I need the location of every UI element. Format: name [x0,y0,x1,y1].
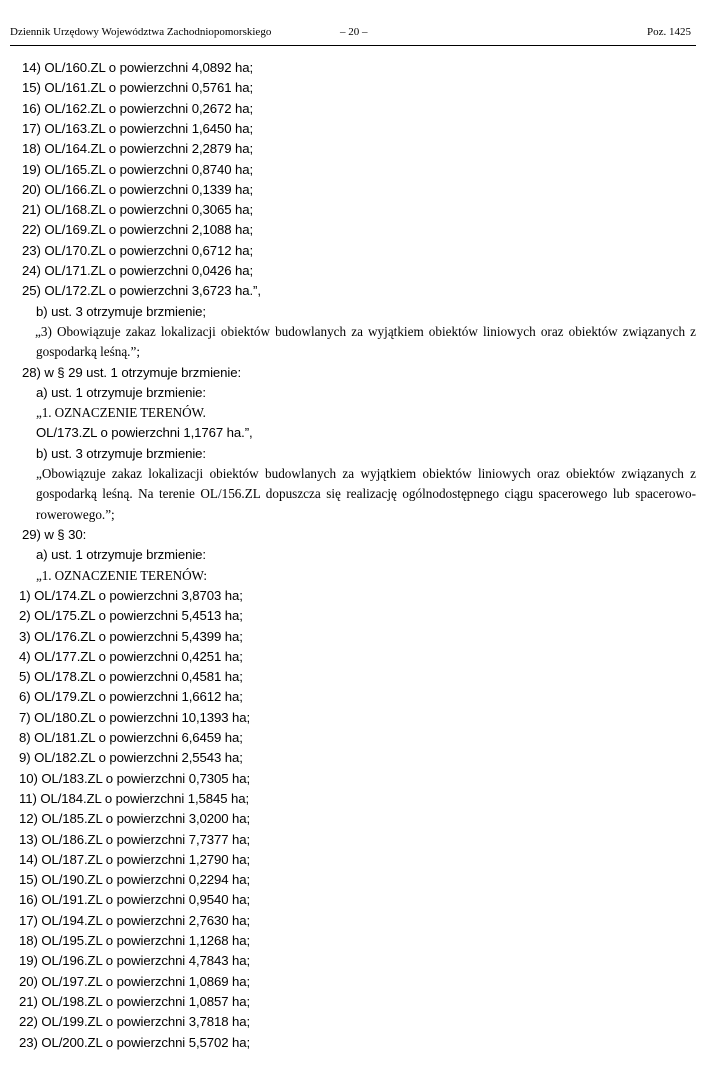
list-item: 11) OL/184.ZL o powierzchni 1,5845 ha; [19,790,250,806]
item-28: 28) w § 29 ust. 1 otrzymuje brzmienie: [22,364,242,380]
list-item: 13) OL/186.ZL o powierzchni 7,7377 ha; [19,831,251,847]
list-item: 17) OL/163.ZL o powierzchni 1,6450 ha; [22,120,254,136]
list-item: 18) OL/164.ZL o powierzchni 2,2879 ha; [22,141,254,157]
list-item: 7) OL/180.ZL o powierzchni 10,1393 ha; [19,709,251,725]
sub-point-b: b) ust. 3 otrzymuje brzmienie: [36,445,206,461]
sub-point-a: a) ust. 1 otrzymuje brzmienie: [36,547,206,563]
list-item: 20) OL/197.ZL o powierzchni 1,0869 ha; [19,973,251,989]
list-item: 4) OL/177.ZL o powierzchni 0,4251 ha; [19,648,243,664]
item-29: 29) w § 30: [22,527,87,542]
list-item: 17) OL/194.ZL o powierzchni 2,7630 ha; [19,912,251,928]
list-item: 20) OL/166.ZL o powierzchni 0,1339 ha; [22,181,254,197]
list-item: 8) OL/181.ZL o powierzchni 6,6459 ha; [19,730,243,745]
list-item: 15) OL/161.ZL o powierzchni 0,5761 ha; [22,80,254,96]
list-item: 23) OL/200.ZL o powierzchni 5,5702 ha; [19,1034,251,1050]
list-item: 15) OL/190.ZL o powierzchni 0,2294 ha; [19,872,251,888]
list-item: 23) OL/170.ZL o powierzchni 0,6712 ha; [22,242,254,258]
journal-title: Dziennik Urzędowy Województwa Zachodniopomorskiego [10,26,272,38]
list-item: 2) OL/175.ZL o powierzchni 5,4513 ha; [19,608,243,624]
list-item: 1) OL/174.ZL o powierzchni 3,8703 ha; [19,587,243,603]
sub-point-b: b) ust. 3 otrzymuje brzmienie; [36,303,206,319]
list-item: 6) OL/179.ZL o powierzchni 1,6612 ha; [19,689,243,705]
page-number: – 20 – [340,26,368,38]
header-rule [10,45,696,46]
list-item: 21) OL/198.ZL o powierzchni 1,0857 ha; [19,993,251,1009]
list-item: 21) OL/168.ZL o powierzchni 0,3065 ha; [22,202,254,218]
list-item: 19) OL/165.ZL o powierzchni 0,8740 ha; [22,161,254,177]
list-item: 22) OL/199.ZL o powierzchni 3,7818 ha; [19,1014,251,1030]
list-item: 16) OL/191.ZL o powierzchni 0,9540 ha; [19,892,251,908]
list-item: 19) OL/196.ZL o powierzchni 4,7843 ha; [19,953,251,969]
designation-heading: „1. OZNACZENIE TERENÓW. [36,405,206,421]
list-item: 10) OL/183.ZL o powierzchni 0,7305 ha; [19,770,251,786]
list-item: 18) OL/195.ZL o powierzchni 1,1268 ha; [19,933,251,948]
list-item: 9) OL/182.ZL o powierzchni 2,5543 ha; [19,750,243,766]
list-item: 14) OL/187.ZL o powierzchni 1,2790 ha; [19,851,251,867]
list-item: OL/173.ZL o powierzchni 1,1767 ha.”, [36,425,253,441]
quoted-paragraph: „3) Obowiązuje zakaz lokalizacji obiektów budowlanych za wyjątkiem obiektów liniowych oraz obiektów związanych z gospodarką leśną.”; [35,323,696,360]
list-item: 22) OL/169.ZL o powierzchni 2,1088 ha; [22,222,254,238]
list-item: 24) OL/171.ZL o powierzchni 0,0426 ha; [22,263,254,278]
quoted-paragraph: „Obowiązuje zakaz lokalizacji obiektów budowlanych za wyjątkiem obiektów liniowych oraz obiektów związanych z gospodarką leśną. Na terenie OL/156.ZL dopuszcza się realizację ogólnodostępnego ciągu spacerowego lub spacerowo-rowerowego.”; [36,466,696,522]
list-item: 14) OL/160.ZL o powierzchni 4,0892 ha; [22,60,254,75]
sub-point-a: a) ust. 1 otrzymuje brzmienie: [36,384,206,400]
list-item: 3) OL/176.ZL o powierzchni 5,4399 ha; [19,628,243,644]
list-item: 5) OL/178.ZL o powierzchni 0,4581 ha; [19,669,243,685]
list-item: 25) OL/172.ZL o powierzchni 3,6723 ha.”, [22,283,261,299]
page-header [10,26,691,42]
list-item: 12) OL/185.ZL o powierzchni 3,0200 ha; [19,811,251,827]
designation-heading: „1. OZNACZENIE TERENÓW: [36,567,207,583]
position-number: Poz. 1425 [647,26,691,38]
list-item: 16) OL/162.ZL o powierzchni 0,2672 ha; [22,100,254,116]
